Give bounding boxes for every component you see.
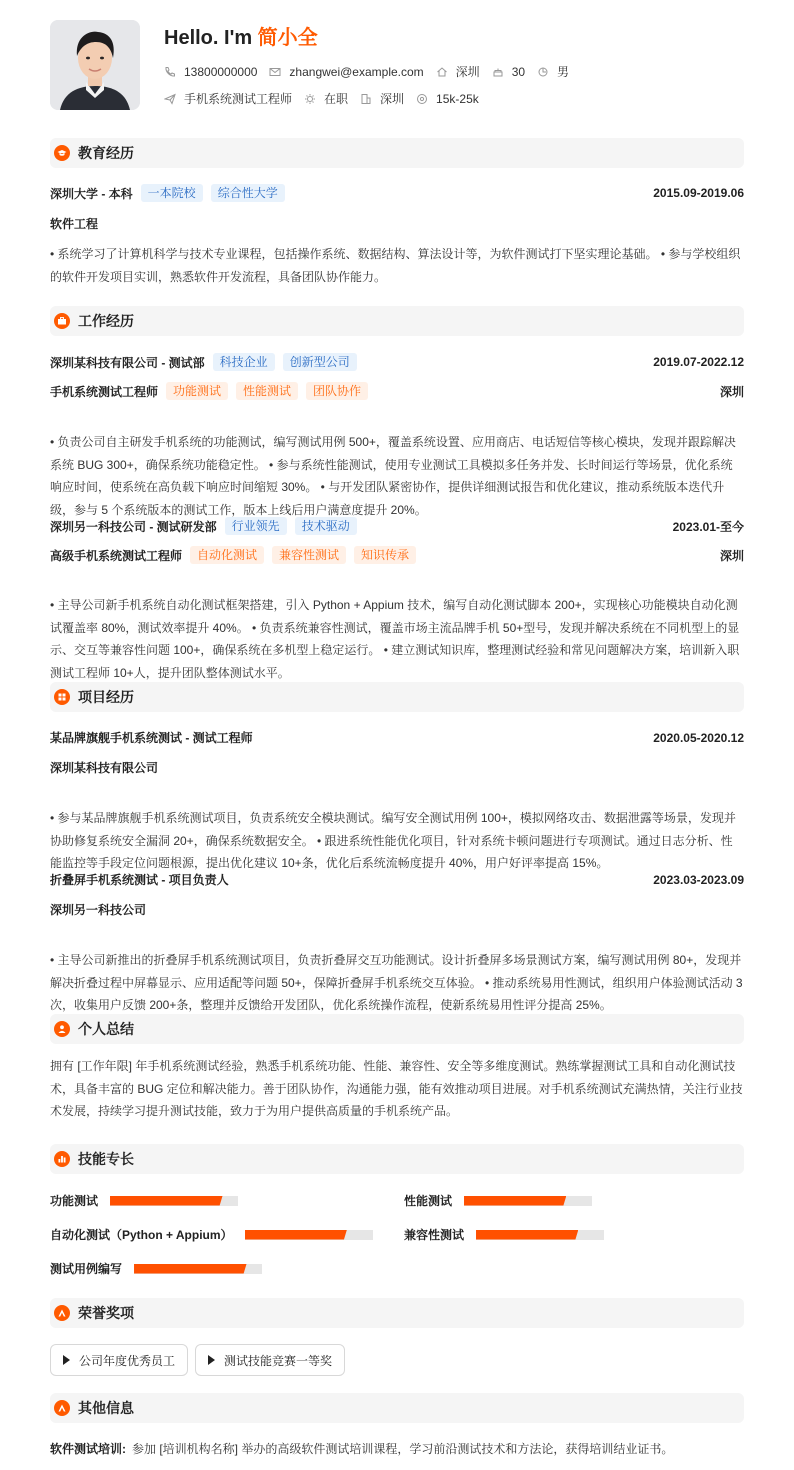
section-title: 个人总结 [78,1021,134,1037]
skill-item [404,1192,592,1209]
skill-bar [476,1230,604,1240]
project-date: 2020.05-2020.12 [653,730,744,745]
project-description: • 参与某品牌旗舰手机系统测试项目，负责系统安全模块测试。编写安全测试用例 100+，模拟网络攻击、数据泄露等场景，发现并协助修复系统安全漏洞 20+，确保系统数据安全。 • 跟进系统性能优化项目，针对系统卡顿问题进行专项测试。通过日志分析、性能监控等手段定位问题根源，提出优化建议 10+条，优化后系统流畅度提升 40%，用户好评率提高 15%。 [50,811,736,870]
job-title-item [164,90,292,107]
skill-bar-fill [476,1230,578,1240]
salary-item [416,92,479,106]
skill-bar [464,1196,592,1206]
gender-icon [537,66,549,78]
position-tag: 功能测试 [166,382,228,400]
phone-text: 13800000000 [184,64,258,79]
cake-icon [492,66,504,78]
project-name: 某品牌旗舰手机系统测试 - 测试工程师 [50,731,253,745]
position-tag: 性能测试 [236,382,298,400]
greeting-title [164,21,318,50]
position-name: 高级手机系统测试工程师 [50,548,183,563]
education-description: • 系统学习了计算机科学与技术专业课程，包括操作系统、数据结构、算法设计等，为软件测试打下坚实理论基础。 • 参与学校组织的软件开发项目实训，熟悉软件开发流程，具备团队协作能力。 [50,247,741,284]
company-name: 深圳某科技有限公司 - 测试部 [50,355,205,370]
avatar-photo [50,20,140,110]
project-description: • 主导公司新推出的折叠屏手机系统测试项目，负责折叠屏交互功能测试。设计折叠屏多场景测试方案，编写测试用例 80+，发现并解决折叠过程中屏幕显示、应用适配等问题 50+，保障折叠屏手机系统交互体验。 • 推动系统易用性测试，组织用户体验测试活动 3 次，收集用户反馈 200+条，整理并反馈给开发团队，优化系统操作流程，使新系统易用性评分提高 25%。 [50,953,743,1012]
position-tag: 兼容性测试 [272,546,346,564]
mail-icon [269,66,281,78]
other-info-row [50,1440,744,1457]
position-tag: 团队协作 [306,382,368,400]
city-item [436,63,480,80]
award-badge [195,1344,345,1376]
skill-bar [134,1264,262,1274]
project-company-row [50,759,744,776]
status-item [304,90,348,107]
education-title-row [50,184,744,202]
skill-bar-fill [245,1230,347,1240]
age-text: 30 [511,64,526,79]
age-item [492,65,525,79]
graduation-cap-icon [54,145,70,161]
bar-chart-icon [54,1151,70,1167]
section-work [50,306,744,336]
school-name: 深圳大学 - 本科 [50,186,133,201]
salary-text: 15k-25k [436,91,479,106]
section-title: 教育经历 [78,145,134,161]
expected-city-item [360,90,404,107]
skill-name: 性能测试 [404,1194,453,1208]
company-tag: 科技企业 [213,353,275,371]
section-title: 荣誉奖项 [78,1305,134,1321]
phone-icon [164,66,176,78]
skill-bar-fill [110,1196,223,1206]
work-description: • 负责公司自主研发手机系统的功能测试，编写测试用例 500+，覆盖系统设置、应用商店、电话短信等核心模块，发现并跟踪解决系统 BUG 300+，确保系统功能稳定性。 • 参与系统性能测试，使用专业测试工具模拟多任务并发、长时间运行等场景，优化系统响应时间，使系统在高负载下响应时间缩短 30%。 • 与开发团队紧密协作，提供详细测试报告和优化建议，推动系统版本迭代升级，参与 5 个系统版本的测试工作，版本上线后用户满意度提升 20%。 [50,435,736,517]
gender-text: 男 [557,65,570,79]
section-summary [50,1014,744,1044]
education-major-row [50,215,744,232]
building-icon [360,93,372,105]
work-date: 2023.01-至今 [672,519,744,534]
email-text: zhangwei@example.com [289,64,424,79]
work-description: • 主导公司新手机系统自动化测试框架搭建，引入 Python + Appium 技术，编写自动化测试脚本 200+，实现核心功能模块自动化测试覆盖率 80%，测试效率提升 40%。 • 负责系统兼容性测试，覆盖市场主流品牌手机 50+型号，发现并解决系统在不同机型上的显示、交互等兼容性问题 100+，确保系统在多机型上稳定运行。 • 建立测试知识库，整理测试经验和常见问题解决方案，培训新入职测试工程师 10+人，提升团队整体测试水平。 [50,598,740,680]
section-projects [50,682,744,712]
resume-page [50,20,744,1456]
skill-bar [245,1230,373,1240]
person-icon [54,1021,70,1037]
skill-name: 测试用例编写 [50,1262,123,1276]
company-tag: 创新型公司 [283,353,357,371]
expected-city-text: 深圳 [380,92,405,106]
work-company-row [50,353,744,371]
project-company: 深圳某科技有限公司 [50,761,159,775]
school-tag: 综合性大学 [211,184,285,202]
section-title: 其他信息 [78,1400,134,1416]
project-company-row [50,901,744,918]
major: 软件工程 [50,217,99,231]
project-name: 折叠屏手机系统测试 - 项目负责人 [50,873,229,887]
section-awards [50,1298,744,1328]
other-label: 软件测试培训: [50,1442,126,1456]
skill-bar [110,1196,238,1206]
section-education [50,138,744,168]
school-tag: 一本院校 [141,184,203,202]
play-icon [208,1355,215,1365]
section-other [50,1393,744,1423]
skill-item [50,1226,373,1243]
avatar [50,20,140,110]
position-tag: 知识传承 [354,546,416,564]
award-icon [54,1305,70,1321]
city-text: 深圳 [455,65,480,79]
coin-icon [416,93,428,105]
skill-item [404,1226,604,1243]
grid-icon [54,689,70,705]
skill-bar-fill [134,1264,247,1274]
work-date: 2019.07-2022.12 [653,355,744,369]
company-tag: 行业领先 [225,517,287,535]
summary-text: 拥有 [工作年限] 年手机系统测试经验，熟悉手机系统功能、性能、兼容性、安全等多维度测试。熟练掌握测试工具和自动化测试技术，具备丰富的 BUG 定位和解决能力。善于团队协作，沟通能力强，能有效推动项目进展。对手机系统测试充满热情，关注行业技术发展，持续学习提升测试技能，致力于为用户提供高质量的手机系统产品。 [50,1059,743,1118]
company-tag: 技术驱动 [295,517,357,535]
skill-name: 功能测试 [50,1194,99,1208]
work-location: 深圳 [719,548,744,563]
section-skills [50,1144,744,1174]
project-date: 2023.03-2023.09 [653,872,744,887]
resume-header [50,20,744,120]
briefcase-icon [54,313,70,329]
skill-name: 兼容性测试 [404,1228,465,1242]
award-label: 公司年度优秀员工 [79,1353,176,1368]
candidate-name: 简小全 [257,27,318,49]
work-location: 深圳 [719,384,744,399]
greeting-prefix: Hello. I'm [164,27,258,49]
status-text: 在职 [324,92,349,106]
project-title-row [50,729,744,746]
skill-item [50,1192,238,1209]
project-company: 深圳另一科技公司 [50,903,147,917]
job-row [164,90,491,107]
email-item [269,65,423,79]
section-title: 工作经历 [78,313,134,329]
status-icon [304,93,316,105]
send-icon [164,93,176,105]
phone-item [164,65,257,79]
section-title: 技能专长 [78,1151,134,1167]
contact-row [164,63,581,80]
skill-item [50,1260,262,1277]
play-icon [63,1355,70,1365]
company-name: 深圳另一科技公司 - 测试研发部 [50,519,217,534]
position-tag: 自动化测试 [190,546,264,564]
skill-name: 自动化测试（Python + Appium） [50,1228,233,1242]
project-title-row [50,871,744,888]
section-title: 项目经历 [78,689,134,705]
other-text: 参加 [培训机构名称] 举办的高级软件测试培训课程，学习前沿测试技术和方法论，获得培训结业证书。 [132,1442,674,1456]
award-label: 测试技能竞赛一等奖 [224,1353,333,1368]
education-date: 2015.09-2019.06 [653,186,744,200]
info-icon [54,1400,70,1416]
gender-item [537,63,569,80]
skill-bar-fill [464,1196,566,1206]
position-name: 手机系统测试工程师 [50,384,159,399]
home-icon [436,66,448,78]
work-company-row [50,517,744,535]
job-title-text: 手机系统测试工程师 [184,92,293,106]
work-position-row [50,382,744,400]
award-badge [50,1344,188,1376]
work-position-row [50,546,744,564]
